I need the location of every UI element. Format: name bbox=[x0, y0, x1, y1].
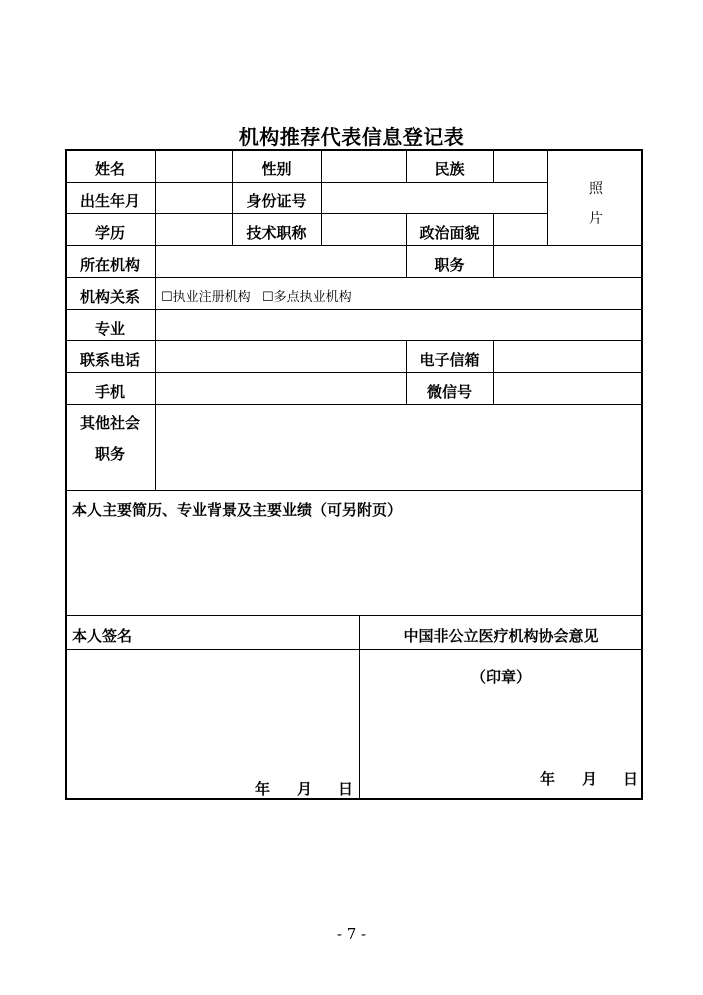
label-other-roles-line2: 职务 bbox=[94, 445, 125, 463]
row-divider bbox=[65, 182, 547, 183]
institution-field[interactable] bbox=[158, 247, 408, 277]
label-position: 职务 bbox=[434, 256, 465, 274]
row-divider bbox=[65, 404, 643, 405]
political-status-field[interactable] bbox=[496, 215, 549, 245]
row-divider bbox=[65, 213, 547, 214]
phone-field[interactable] bbox=[158, 342, 408, 372]
label-ethnicity: 民族 bbox=[434, 160, 465, 178]
label-phone: 联系电话 bbox=[79, 351, 140, 369]
major-field[interactable] bbox=[158, 311, 644, 340]
relation-option-multisite[interactable]: ☐多点执业机构 bbox=[262, 290, 352, 305]
seal-label: （印章） bbox=[470, 668, 531, 686]
column-divider bbox=[493, 340, 494, 404]
ethnicity-field[interactable] bbox=[496, 152, 549, 182]
row-divider bbox=[65, 649, 643, 650]
opinion-date-year: 年 bbox=[540, 770, 556, 788]
opinion-date-day: 日 bbox=[623, 770, 639, 788]
row-divider bbox=[65, 309, 643, 310]
label-political-status: 政治面貌 bbox=[419, 224, 480, 242]
label-association-opinion: 中国非公立医疗机构协会意见 bbox=[403, 627, 599, 645]
photo-label-line2: 片 bbox=[589, 211, 603, 227]
relation-option-registered[interactable]: ☐执业注册机构 bbox=[161, 290, 251, 305]
position-field[interactable] bbox=[496, 247, 644, 277]
opinion-date-month: 月 bbox=[582, 770, 598, 788]
id-number-field[interactable] bbox=[324, 184, 549, 213]
column-divider bbox=[493, 149, 494, 182]
birth-field[interactable] bbox=[158, 184, 234, 213]
signature-date-day: 日 bbox=[338, 780, 354, 798]
label-email: 电子信箱 bbox=[419, 351, 480, 369]
mobile-field[interactable] bbox=[158, 374, 408, 404]
gender-field[interactable] bbox=[324, 152, 408, 182]
label-institution: 所在机构 bbox=[79, 256, 140, 274]
label-birth: 出生年月 bbox=[79, 192, 140, 210]
column-divider bbox=[493, 213, 494, 277]
row-divider bbox=[65, 340, 643, 341]
row-divider bbox=[65, 372, 643, 373]
tech-title-field[interactable] bbox=[324, 215, 408, 245]
label-mobile: 手机 bbox=[94, 383, 125, 401]
label-gender: 性别 bbox=[261, 160, 292, 178]
label-resume: 本人主要简历、专业背景及主要业绩（可另附页） bbox=[72, 501, 403, 519]
name-field[interactable] bbox=[158, 152, 234, 182]
education-field[interactable] bbox=[158, 215, 234, 245]
wechat-field[interactable] bbox=[496, 374, 644, 404]
label-id-number: 身份证号 bbox=[246, 192, 307, 210]
row-divider bbox=[65, 277, 643, 278]
other-roles-field[interactable] bbox=[158, 407, 644, 491]
label-education: 学历 bbox=[94, 224, 125, 242]
resume-field[interactable] bbox=[70, 524, 642, 616]
column-divider bbox=[321, 149, 322, 245]
label-other-roles-line1: 其他社会 bbox=[79, 414, 140, 432]
form-title: 机构推荐代表信息登记表 bbox=[238, 125, 465, 149]
label-name: 姓名 bbox=[94, 160, 125, 178]
row-divider bbox=[65, 245, 643, 246]
signature-date-year: 年 bbox=[255, 780, 271, 798]
email-field[interactable] bbox=[496, 342, 644, 372]
label-major: 专业 bbox=[94, 320, 125, 338]
column-divider bbox=[155, 149, 156, 490]
signature-date-month: 月 bbox=[297, 780, 313, 798]
label-tech-title: 技术职称 bbox=[246, 224, 307, 242]
page-number: - 7 - bbox=[336, 925, 367, 943]
label-wechat: 微信号 bbox=[426, 383, 472, 401]
photo-label-line1: 照 bbox=[589, 181, 603, 197]
label-signature: 本人签名 bbox=[72, 627, 133, 645]
label-relation: 机构关系 bbox=[79, 288, 140, 306]
